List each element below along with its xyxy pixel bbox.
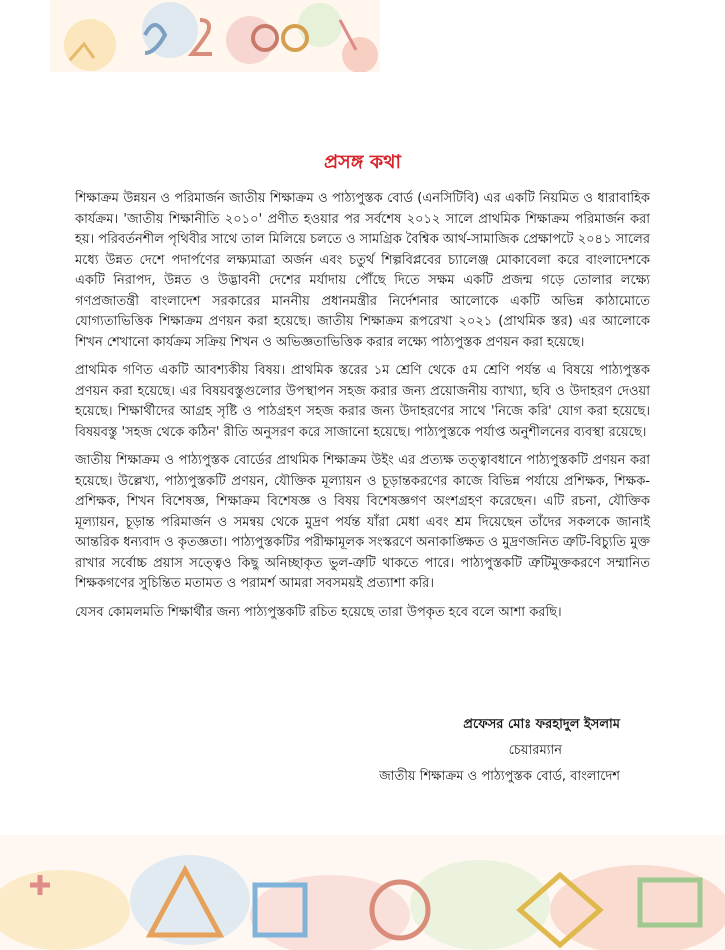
- decoration-blob: [64, 19, 116, 71]
- signatory-name: প্রফেসর মোঃ ফরহাদুল ইসলাম: [463, 717, 620, 732]
- page-title: প্রসঙ্গ কথা: [323, 151, 402, 173]
- paragraph-4: যেসব কোমলমতি শিক্ষার্থীর জন্য পাঠ্যপুস্তকটি রচিত হয়েছে তারা উপকৃত হবে বলে আশা করছি।: [75, 604, 562, 620]
- decoration-blob: [130, 855, 250, 945]
- paragraph-2: প্রাথমিক গণিত একটি আবশ্যকীয় বিষয়। প্রাথমিক স্তরের ১ম শ্রেণি থেকে ৫ম শ্রেণি পর্যন্ত এ বিষয়ে পাঠ্যপুস্তক প্রণয়ন করা হয়েছে। এর বিষয়বস্তুগুলোর উপস্থাপন সহজ করার জন্য প্রয়োজনীয় ব্যাখ্যা, ছবি ও উদাহরণ দেওয়া হয়েছে। শিক্ষার্থীদের আগ্রহ সৃষ্টি ও পাঠগ্রহণ সহজ করার জন্য উদাহরণের সাথে 'নিজে করি' যোগ করা হয়েছে। বিষয়বস্তু 'সহজ থেকে কঠিন' রীতি অনুসরণ করে সাজানো হয়েছে। পাঠ্যপুস্তকে পর্যাপ্ত অনুশীলনের ব্যবস্থা রয়েছে।: [75, 363, 650, 440]
- decorative-numbers-illustration: [50, 0, 380, 72]
- decoration-blob: [342, 37, 378, 72]
- decoration-blob: [298, 3, 342, 47]
- signatory-organization: জাতীয় শিক্ষাক্রম ও পাঠ্যপুস্তক বোর্ড, বাংলাদেশ: [379, 769, 620, 784]
- foreword-body: [75, 189, 650, 631]
- paragraph-3: জাতীয় শিক্ষাক্রম ও পাঠ্যপুস্তক বোর্ডের প্রাথমিক শিক্ষাক্রম উইং এর প্রত্যক্ষ তত্ত্বাবধানে পাঠ্যপুস্তকটি প্রণয়ন করা হয়েছে। উল্লেখ্য, পাঠ্যপুস্তকটি প্রণয়ন, যৌক্তিক মূল্যায়ন ও চূড়ান্তকরণের কাজে বিভিন্ন পর্যায়ে প্রশিক্ষক, শিক্ষক-প্রশিক্ষক, শিখন বিশেষজ্ঞ, শিক্ষাক্রম বিশেষজ্ঞ ও বিষয় বিশেষজ্ঞগণ অংশগ্রহণ করেছেন। এটি রচনা, যৌক্তিক মূল্যায়ন, চূড়ান্ত পরিমার্জন ও সমন্বয় থেকে মুদ্রণ পর্যন্ত যাঁরা মেধা এবং শ্রম দিয়েছেন তাঁদের সকলকে জানাই আন্তরিক ধন্যবাদ ও কৃতজ্ঞতা। পাঠ্যপুস্তকটির পরীক্ষামূলক সংস্করণে অনাকাঙ্ক্ষিত ও মুদ্রণজনিত ত্রুটি-বিচ্যুতি মুক্ত রাখার সর্বোচ্চ প্রয়াস সত্ত্বেও কিছু অনিচ্ছাকৃত ভুল-ত্রুটি থাকতে পারে। পাঠ্যপুস্তকটি ত্রুটিমুক্তকরণে সম্মানিত শিক্ষকগণের সুচিন্তিত মতামত ও পরামর্শ আমরা সবসময়ই প্রত্যাশা করি।: [75, 453, 650, 591]
- signature-block: [379, 712, 620, 790]
- decorative-shapes-illustration: [0, 815, 725, 950]
- signatory-title: চেয়ারম্যান: [508, 743, 562, 758]
- paragraph-1: শিক্ষাক্রম উন্নয়ন ও পরিমার্জন জাতীয় শিক্ষাক্রম ও পাঠ্যপুস্তক বোর্ড (এনসিটিবি) এর একটি নিয়মিত ও ধারাবাহিক কার্যক্রম। 'জাতীয় শিক্ষানীতি ২০১০' প্রণীত হওয়ার পর সর্বশেষ ২০১২ সালে প্রাথমিক শিক্ষাক্রম পরিমার্জন করা হয়। পরিবর্তনশীল পৃথিবীর সাথে তাল মিলিয়ে চলতে ও সামগ্রিক বৈশ্বিক আর্থ-সামাজিক প্রেক্ষাপটে ২০৪১ সালের মধ্যে উন্নত দেশে পদার্পণের লক্ষ্যমাত্রা অর্জন এবং চতুর্থ শিল্পবিপ্লবের চ্যালেঞ্জ মোকাবেলা করে বাংলাদেশকে একটি নিরাপদ, উন্নত ও উদ্ভাবনী দেশের মর্যাদায় পৌঁছে দিতে সক্ষম একটি প্রজন্ম গড়ে তোলার লক্ষ্যে গণপ্রজাতন্ত্রী বাংলাদেশ সরকারের মাননীয় প্রধানমন্ত্রীর নির্দেশনার আলোকে একটি অভিন্ন কাঠামোতে যোগ্যতাভিত্তিক শিক্ষাক্রম প্রণয়ন করা হয়েছে। জাতীয় শিক্ষাক্রম রূপরেখা ২০২১ (প্রাথমিক স্তর) এর আলোকে শিখন শেখানো কার্যক্রম সক্রিয় শিখন ও অভিজ্ঞতাভিত্তিক করার লক্ষ্যে পাঠ্যপুস্তক প্রণয়ন করা হয়েছে।: [75, 191, 650, 350]
- decoration-blob: [226, 16, 274, 64]
